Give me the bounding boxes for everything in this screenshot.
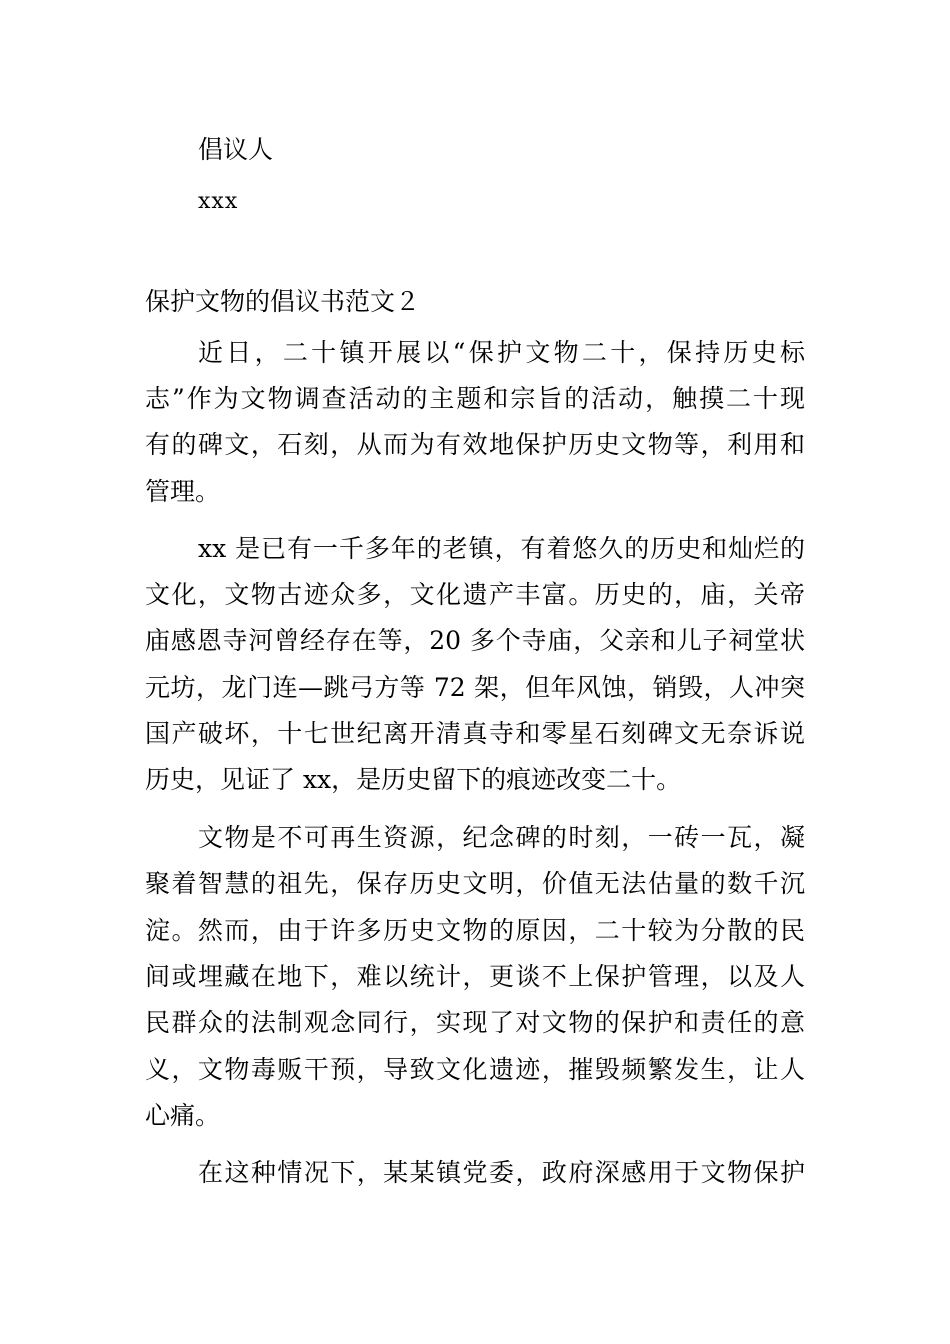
paragraph-3-line-1: 文物是不可再生资源，纪念碑的时刻，一砖一瓦，凝 xyxy=(198,823,805,852)
signature-name: xxx xyxy=(198,189,239,214)
paragraph-1-line-1: 近日，二十镇开展以“保护文物二十，保持历史标 xyxy=(198,338,805,367)
paragraph-2-line-4: 元坊，龙门连—跳弓方等 72 架，但年风蚀，销毁，人冲突 xyxy=(145,673,805,702)
paragraph-2-line-1: xx 是已有一千多年的老镇，有着悠久的历史和灿烂的 xyxy=(198,534,805,563)
paragraph-3-line-6: 义，文物毒贩干预，导致文化遗迹，摧毁频繁发生，让人 xyxy=(145,1055,805,1084)
paragraph-1-line-2: 志”作为文物调查活动的主题和宗旨的活动，触摸二十现 xyxy=(145,384,805,413)
paragraph-3-line-3: 淀。然而，由于许多历史文物的原因，二十较为分散的民 xyxy=(145,916,805,945)
paragraph-2-line-5: 国产破坏，十七世纪离开清真寺和零星石刻碑文无奈诉说 xyxy=(145,719,805,748)
paragraph-3-line-5: 民群众的法制观念同行，实现了对文物的保护和责任的意 xyxy=(145,1008,805,1037)
paragraph-2-line-2: 文化，文物古迹众多，文化遗产丰富。历史的，庙，关帝 xyxy=(145,580,805,609)
paragraph-4-line-1: 在这种情况下，某某镇党委，政府深感用于文物保护 xyxy=(198,1158,805,1187)
paragraph-1-line-3: 有的碑文，石刻，从而为有效地保护历史文物等，利用和 xyxy=(145,430,805,459)
section-title: 保护文物的倡议书范文２ xyxy=(145,287,421,316)
paragraph-3-line-4: 间或埋藏在地下，难以统计，更谈不上保护管理，以及人 xyxy=(145,962,805,991)
paragraph-1-line-4: 管理。 xyxy=(145,477,221,506)
paragraph-3-line-7: 心痛。 xyxy=(145,1101,221,1130)
signature-label: 倡议人 xyxy=(198,135,274,164)
paragraph-3-line-2: 聚着智慧的祖先，保存历史文明，价值无法估量的数千沉 xyxy=(145,869,805,898)
paragraph-2-line-3: 庙感恩寺河曾经存在等，20 多个寺庙，父亲和儿子祠堂状 xyxy=(145,626,805,655)
paragraph-2-line-6: 历史，见证了 xx，是历史留下的痕迹改变二十。 xyxy=(145,765,682,794)
